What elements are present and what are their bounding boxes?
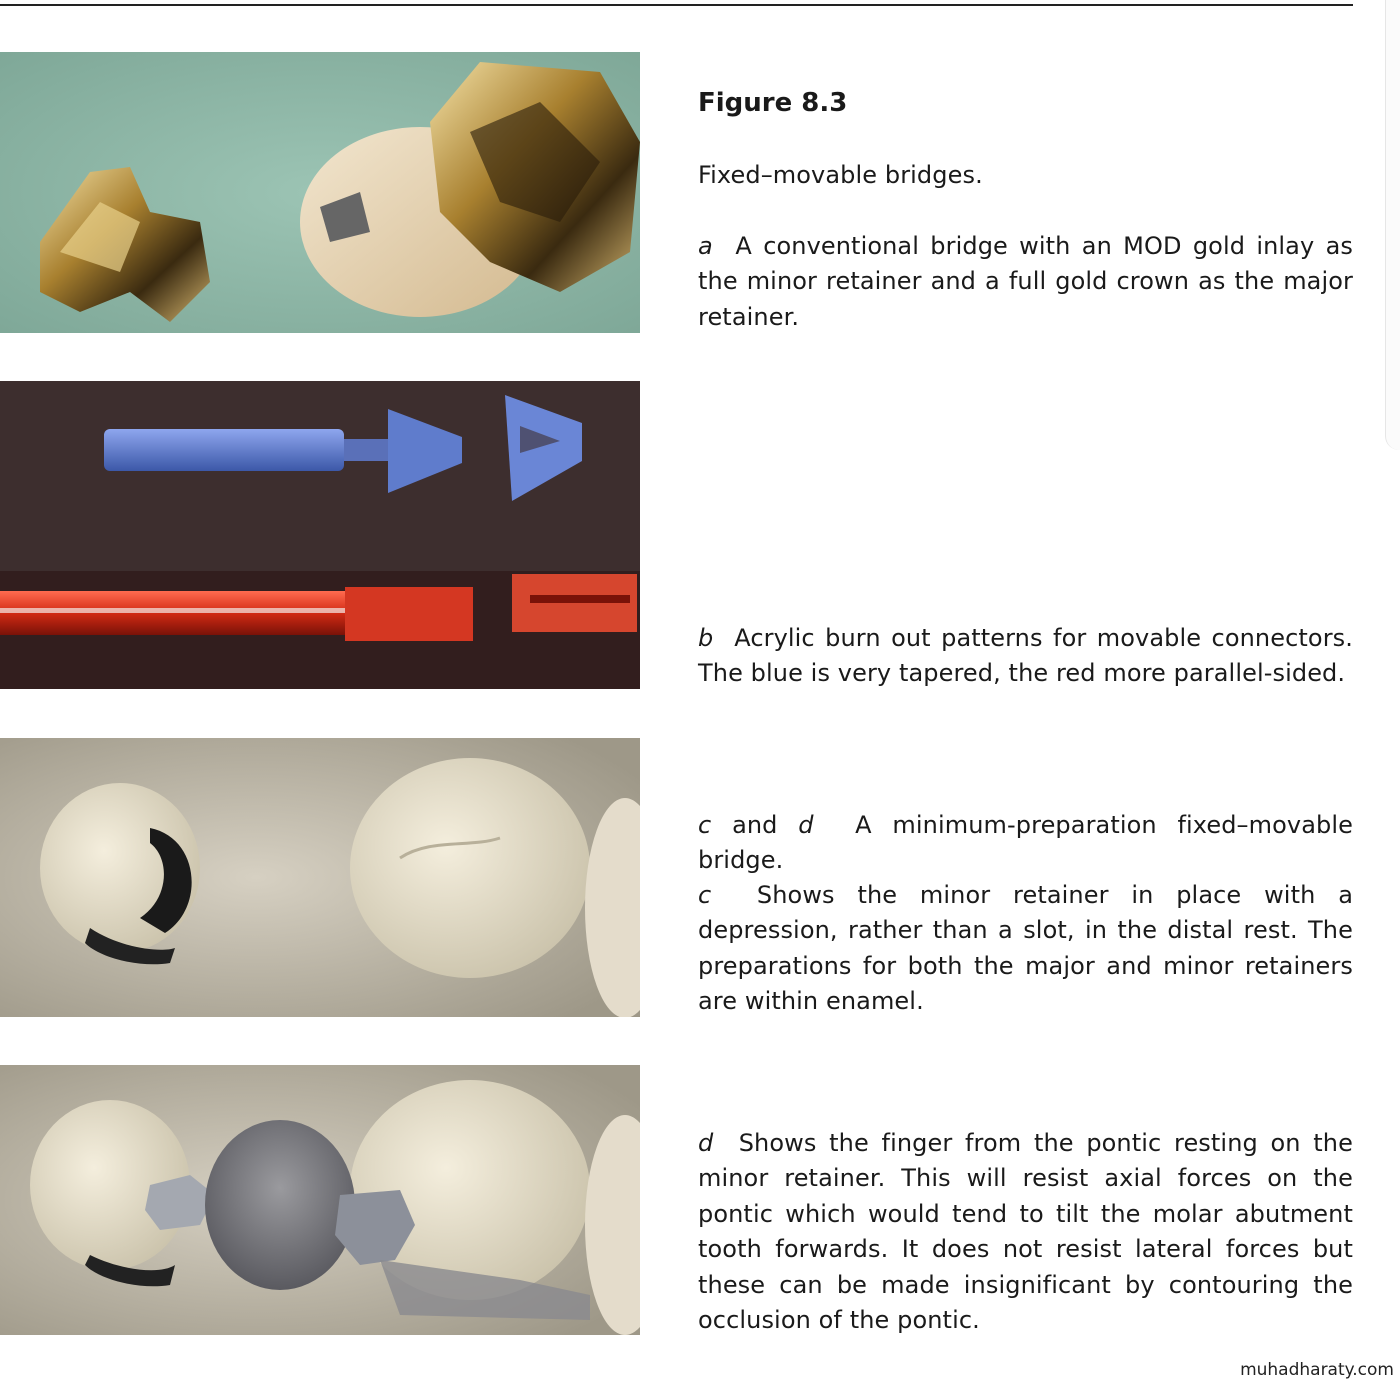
- photo-b-acrylic-patterns: [0, 381, 640, 689]
- photo-c-minor-retainer: [0, 738, 640, 1017]
- photo-a-gold-bridge: [0, 52, 640, 333]
- caption-d-text: Shows the finger from the pontic resting on the minor retainer. This will resist axial forces on the pontic which would tend to tilt the molar abutment tooth forwards. It does not resist lateral forces but these can be made insignificant by contouring the occlusion of the pontic.: [698, 1129, 1353, 1335]
- caption-d: [698, 1126, 1353, 1338]
- caption-cd: [698, 808, 1353, 879]
- scrollbar-edge[interactable]: [1385, 0, 1400, 450]
- caption-cd-text: A minimum-preparation fixed–movable bridge.: [698, 811, 1353, 875]
- watermark: muhadharaty.com: [1240, 1360, 1394, 1380]
- caption-c-letter: c: [698, 881, 712, 909]
- caption-cd-letter-d: d: [798, 811, 814, 839]
- caption-a-text: A conventional bridge with an MOD gold inlay as the minor retainer and a full gold crown as the major retainer.: [698, 232, 1353, 331]
- caption-c: [698, 878, 1353, 1020]
- caption-b-text: Acrylic burn out patterns for movable connectors. The blue is very tapered, the red more parallel-sided.: [698, 624, 1353, 688]
- top-rule: [0, 4, 1353, 6]
- figure-title: Figure 8.3: [698, 88, 848, 118]
- caption-c-text: Shows the minor retainer in place with a depression, rather than a slot, in the distal rest. The preparations for both the major and minor retainers are within enamel.: [698, 881, 1353, 1016]
- caption-b: [698, 621, 1353, 692]
- photo-d-pontic-finger: [0, 1065, 640, 1335]
- caption-cd-letter-c: c: [698, 811, 712, 839]
- figure-subtitle: Fixed–movable bridges.: [698, 161, 983, 189]
- caption-a: [698, 229, 1353, 335]
- caption-d-letter: d: [698, 1129, 714, 1157]
- caption-cd-joiner: and: [732, 811, 778, 839]
- caption-b-letter: b: [698, 624, 714, 652]
- caption-a-letter: a: [698, 232, 713, 260]
